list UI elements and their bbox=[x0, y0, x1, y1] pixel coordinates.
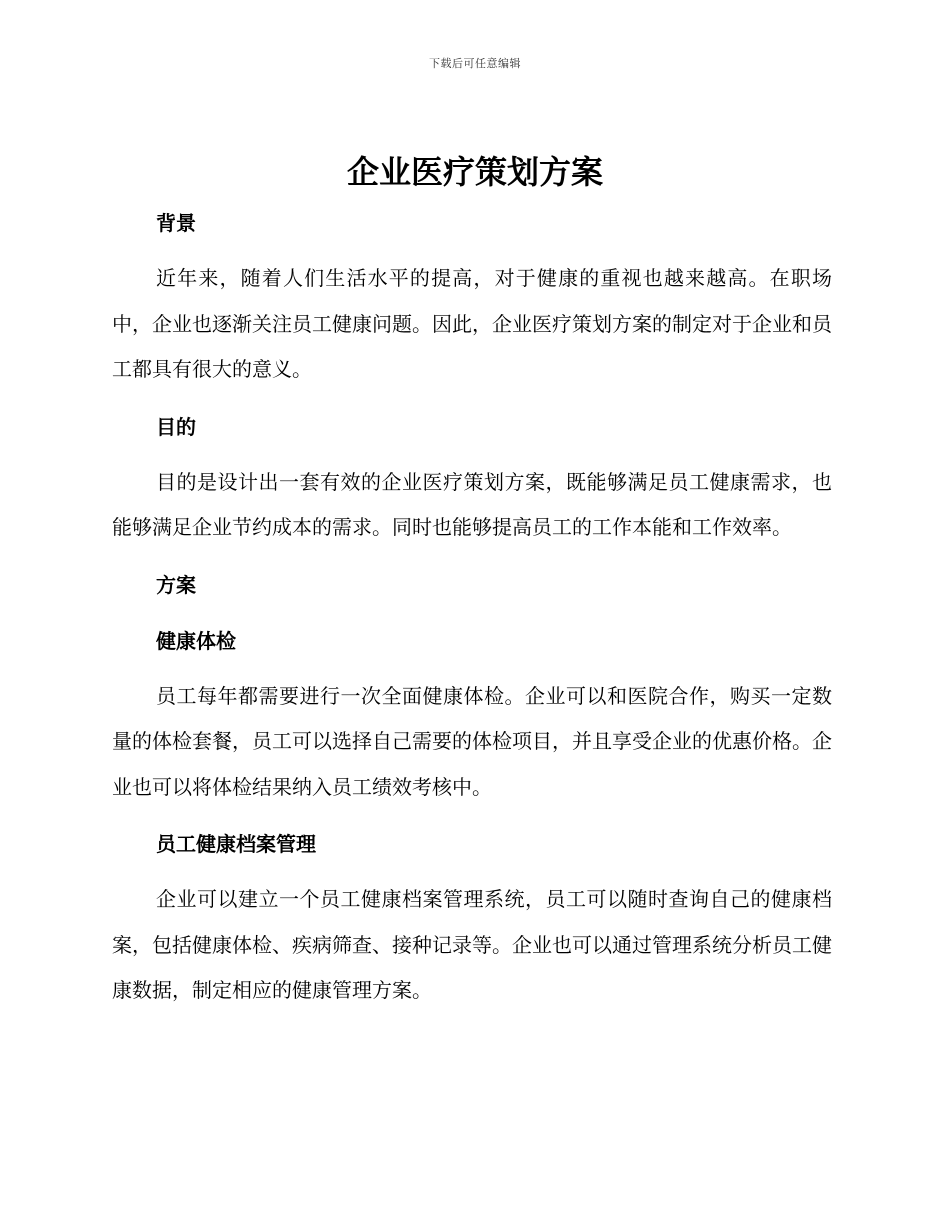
page-title: 企业医疗策划方案 bbox=[346, 153, 603, 191]
paragraph-background: 近年来，随着人们生活水平的提高，对于健康的重视也越来越高。在职场中，企业也逐渐关注员工健康问题。因此，企业医疗策划方案的制定对于企业和员工都具有很大的意义。 bbox=[112, 266, 832, 381]
section-heading-purpose: 目的 bbox=[156, 414, 196, 439]
section-heading-health-checkup: 健康体检 bbox=[156, 628, 236, 653]
paragraph-health-checkup: 员工每年都需要进行一次全面健康体检。企业可以和医院合作，购买一定数量的体检套餐，员工可以选择自己需要的体检项目，并且享受企业的优惠价格。企业也可以将体检结果纳入员工绩效考核中。 bbox=[112, 683, 832, 799]
document-body bbox=[112, 200, 832, 1014]
paragraph-purpose: 目的是设计出一套有效的企业医疗策划方案，既能够满足员工健康需求，也能够满足企业节约成本的需求。同时也能够提高员工的工作本能和工作效率。 bbox=[112, 469, 832, 539]
section-heading-plan: 方案 bbox=[156, 572, 196, 597]
section-heading-health-records: 员工健康档案管理 bbox=[156, 832, 316, 856]
section-heading-background: 背景 bbox=[156, 211, 196, 235]
paragraph-health-records: 企业可以建立一个员工健康档案管理系统，员工可以随时查询自己的健康档案，包括健康体检、疾病筛查、接种记录等。企业也可以通过管理系统分析员工健康数据，制定相应的健康管理方案。 bbox=[112, 887, 832, 1002]
header-note: 下载后可任意编辑 bbox=[429, 57, 521, 70]
